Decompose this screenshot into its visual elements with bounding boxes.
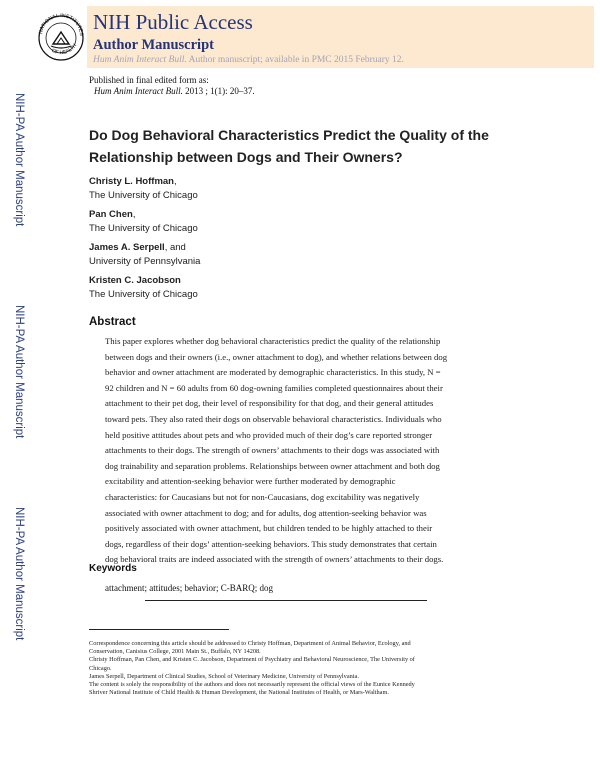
keywords-divider <box>145 600 427 601</box>
footnote-line: Chicago. <box>89 664 112 672</box>
abstract-line: characteristics: for Caucasians but not for non-Caucasians, dog excitability was negatively <box>105 491 420 502</box>
author-block <box>89 242 200 267</box>
keywords-heading: Keywords <box>89 563 137 574</box>
author-suffix: , and <box>164 242 186 253</box>
author-affiliation: The University of Chicago <box>89 223 198 234</box>
abstract-heading: Abstract <box>89 316 136 328</box>
abstract-line: dog behavioral traits are indeed associated with the strength of owners’ attachments to their dogs. <box>105 554 444 565</box>
banner-availability-text: Author manuscript; available in PMC 2015 February 12. <box>188 55 404 65</box>
footnote-line: The content is solely the responsibility of the authors and does not necessarily represent the official views of the Eunice Kennedy <box>89 681 415 689</box>
side-label-1: NIH-PA Author Manuscript <box>13 93 25 227</box>
footnote-line: James Serpell, Department of Clinical Studies, School of Veterinary Medicine, University of Pennsylvania. <box>89 672 359 680</box>
author-affiliation: The University of Chicago <box>89 190 198 201</box>
author-suffix: , <box>132 209 136 220</box>
author-affiliation: University of Pennsylvania <box>89 256 201 267</box>
banner-title: NIH Public Access <box>93 10 253 34</box>
banner-availability <box>93 55 404 65</box>
published-citation <box>94 86 255 96</box>
published-journal: Hum Anim Interact Bull. <box>94 86 183 96</box>
logo-text-bottom: OF HEALTH <box>50 42 79 57</box>
abstract-line: dogs, regardless of their dogs’ attention-seeking behaviors. This study demonstrates that certain <box>105 538 437 549</box>
title-line: Do Dog Behavioral Characteristics Predict the Quality of the <box>89 127 489 143</box>
abstract-line: toward pets. They also rated their dogs on observable behavioral characteristics. Individuals who <box>105 413 442 424</box>
footnote-line: Shriver National Institute of Child Health & Human Development, the National Institutes of Health, or Mars-Waltham. <box>89 689 389 697</box>
abstract-line: attachment to their pet dog, their level of responsibility for that dog, and their general attitudes <box>105 398 434 409</box>
author-name: Kristen C. Jacobson <box>89 275 181 286</box>
nih-public-access-banner <box>87 6 594 68</box>
abstract-line: held positive attitudes about pets and who provided much of their dog’s care reported stronger <box>105 429 433 440</box>
title-line: Relationship between Dogs and Their Owners? <box>89 149 403 165</box>
author-block <box>89 176 198 201</box>
banner-subtitle: Author Manuscript <box>93 37 214 53</box>
abstract-body <box>105 334 507 568</box>
nih-logo <box>36 6 86 66</box>
abstract-line: associated with owner attachment to dog; and for adults, dog attention-seeking behavior was <box>105 507 427 518</box>
author-name: Christy L. Hoffman <box>89 176 174 187</box>
abstract-line: behavior and owner attachment are moderated by demographic characteristics. In this study, N = <box>105 367 441 378</box>
abstract-line: 92 children and N = 60 adults from 60 dog-owning families completed questionnaires about their <box>105 382 443 393</box>
footnote-line: Correspondence concerning this article should be addressed to Christy Hoffman, Department of Animal Behavior, Ecology, and <box>89 640 411 647</box>
logo-text-top: NATIONAL INSTITUTES <box>38 12 85 37</box>
side-label-3: NIH-PA Author Manuscript <box>13 507 25 641</box>
author-suffix: , <box>173 176 177 187</box>
published-label: Published in final edited form as: <box>89 75 209 85</box>
abstract-line: dog trainability and separation problems. Relationships between owner attachment and both dog <box>105 460 440 471</box>
abstract-line: This paper explores whether dog behavioral characteristics predict the quality of the relationship <box>105 336 441 346</box>
footnote-line: Conservation, Canisius College, 2001 Main St., Buffalo, NY 14208. <box>89 648 261 656</box>
footnote-line: Christy Hoffman, Pan Chen, and Kristen C. Jacobson, Department of Psychiatry and Behavioral Neuroscience, The University of <box>89 656 415 664</box>
paper-title <box>89 124 529 168</box>
abstract-line: between dogs and their owners (i.e., owner attachment to dog), and whether relations between dog <box>105 351 448 362</box>
abstract-line: attachments to their dogs. The strength of owners’ attachments to their dogs was associated with <box>105 445 440 456</box>
keywords-list: attachment; attitudes; behavior; C-BARQ; dog <box>105 583 273 593</box>
author-block <box>89 275 198 300</box>
author-block <box>89 209 198 234</box>
author-affiliation: The University of Chicago <box>89 289 198 300</box>
abstract-line: excitability and attention-seeking behavior were further moderated by demographic <box>105 476 396 487</box>
author-name: James A. Serpell <box>89 242 165 253</box>
banner-journal: Hum Anim Interact Bull. <box>93 55 187 65</box>
footnote-divider <box>89 629 229 630</box>
footnotes <box>89 640 504 697</box>
author-name: Pan Chen <box>89 209 133 220</box>
abstract-line: positively associated with owner attachment, but children tended to be highly attached to their <box>105 523 433 534</box>
side-label-2: NIH-PA Author Manuscript <box>13 305 25 439</box>
svg-text:OF HEALTH <box>50 43 78 56</box>
published-volume: 2013 ; 1(1): 20–37. <box>185 86 255 96</box>
